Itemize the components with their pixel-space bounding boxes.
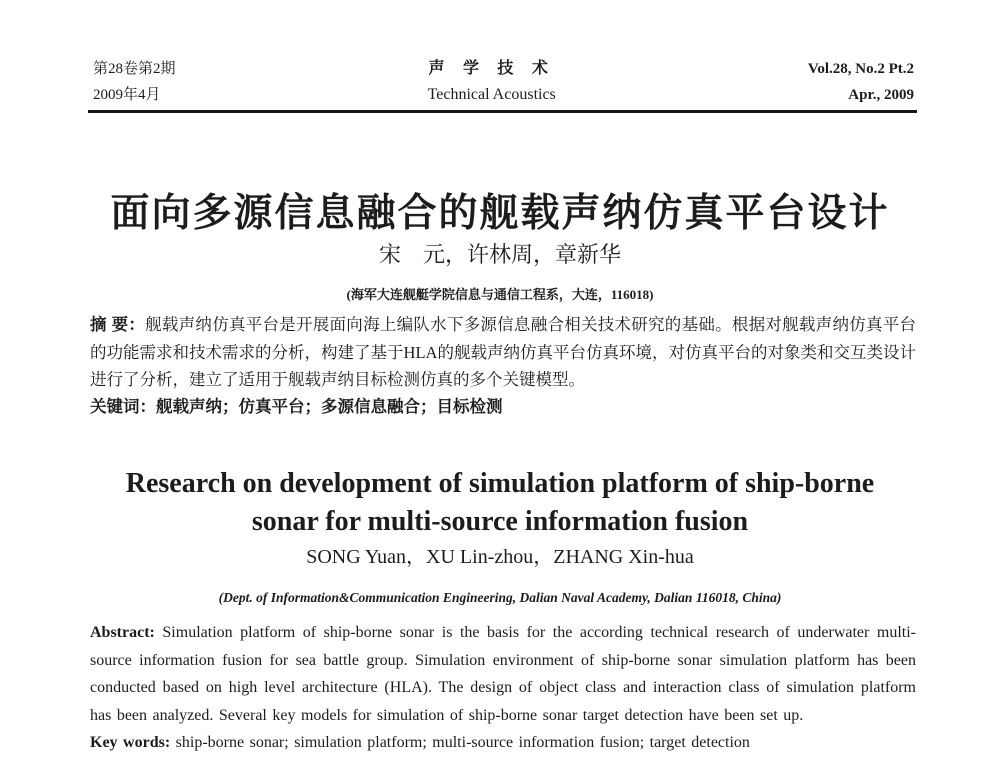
abstract-en-block: [90, 619, 916, 757]
header-right: [808, 56, 914, 108]
abstract-zh-block: [90, 311, 916, 421]
affiliation-zh: (海军大连舰艇学院信息与通信工程系，大连，116018): [346, 287, 654, 302]
keywords-en-label: Key words:: [90, 734, 171, 751]
abstract-en-paragraph: [90, 619, 916, 729]
issue-date-zh: 2009年4月: [93, 87, 161, 103]
keywords-en-line: [90, 729, 916, 757]
journal-name-en: Technical Acoustics: [427, 86, 556, 103]
paper-title-en-line2: sonar for multi-source information fusion: [251, 506, 749, 538]
keywords-en-text: ship-borne sonar; simulation platform; multi-source information fusion; target detection: [175, 734, 750, 751]
volume-issue-en: Vol.28, No.2 Pt.2: [807, 61, 914, 77]
header-center: [428, 56, 556, 108]
paper-title-en: [0, 465, 1000, 541]
authors-en: SONG Yuan，XU Lin-zhou，ZHANG Xin-hua: [306, 546, 694, 568]
abstract-zh-label: 摘 要：: [90, 316, 146, 334]
paper-title-en-line1: Research on development of simulation platform of ship-borne: [125, 468, 875, 500]
abstract-zh-text: 舰载声纳仿真平台是开展面向海上编队水下多源信息融合相关技术研究的基础。根据对舰载声纳仿真平台的功能需求和技术需求的分析，构建了基于HLA的舰载声纳仿真平台仿真环境，对仿真平台的对象类和交互类设计进行了分析，建立了适用于舰载声纳目标检测仿真的多个关键模型。: [90, 315, 916, 389]
abstract-en-text: Simulation platform of ship-borne sonar is the basis for the according technical research of underwater multi-source information fusion for sea battle group. Simulation environment of ship-borne sonar simulation platform has been conducted based on high level architecture (HLA). The design of object class and interaction class of simulation platform has been analyzed. Several key models for simulation of ship-borne sonar target detection have been set up.: [90, 624, 916, 724]
header-divider-rule: [88, 110, 917, 113]
keywords-zh-label: 关键词：: [90, 398, 156, 416]
abstract-en-label: Abstract:: [90, 624, 155, 641]
journal-running-head: [93, 56, 914, 108]
keywords-zh-line: [90, 393, 916, 421]
journal-name-zh: 声 学 技 术: [428, 60, 555, 77]
paper-title-zh: 面向多源信息融合的舰载声纳仿真平台设计: [110, 192, 890, 236]
authors-zh: 宋 元，许林周，章新华: [378, 242, 621, 267]
keywords-zh-text: 舰载声纳；仿真平台；多源信息融合；目标检测: [156, 397, 503, 416]
volume-issue-zh: 第28卷第2期: [93, 61, 176, 77]
affiliation-en: (Dept. of Information&Communication Engineering, Dalian Naval Academy, Dalian 116018, China): [218, 590, 782, 605]
abstract-zh-paragraph: [90, 311, 916, 393]
issue-date-en: Apr., 2009: [848, 87, 914, 103]
header-left: [93, 56, 176, 108]
